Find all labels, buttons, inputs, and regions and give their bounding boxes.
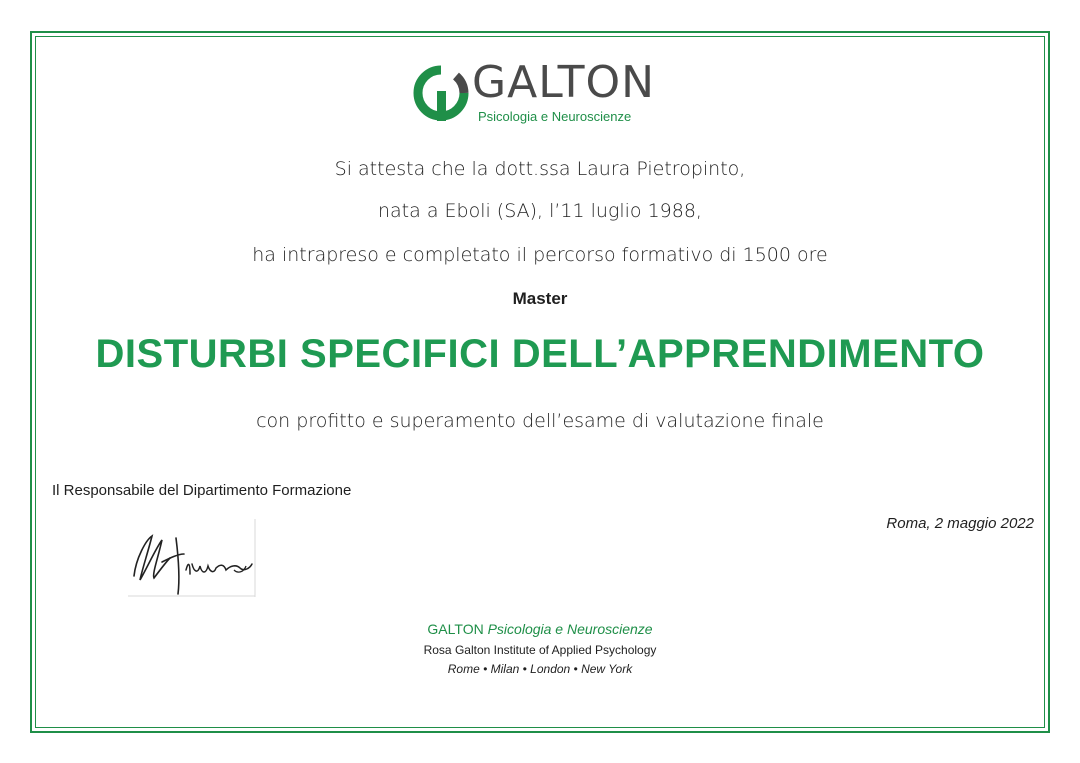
signatory-role: Il Responsabile del Dipartimento Formazione — [52, 482, 352, 499]
footer-org-tagline: Psicologia e Neuroscienze — [487, 621, 653, 637]
attestation-line-1: Si attesta che la dott.ssa Laura Pietropinto, — [334, 158, 746, 180]
galton-logo — [412, 57, 672, 126]
footer-org-name: GALTON — [427, 621, 484, 637]
logo-tagline: Psicologia e Neuroscienze — [478, 109, 632, 124]
logo-wordmark: GALTON — [472, 57, 656, 108]
footer-institute: Rosa Galton Institute of Applied Psychology — [423, 643, 657, 657]
galton-logo-mark — [412, 64, 470, 122]
footer-organization — [0, 621, 1080, 637]
course-title: DISTURBI SPECIFICI DELL’APPRENDIMENTO — [95, 332, 985, 376]
footer-cities: Rome • Milan • London • New York — [447, 662, 633, 676]
handwritten-signature — [126, 518, 256, 598]
program-type: Master — [512, 289, 568, 308]
place-and-date: Roma, 2 maggio 2022 — [886, 515, 1034, 532]
attestation-line-2: nata a Eboli (SA), l’11 luglio 1988, — [378, 200, 702, 222]
attestation-line-4: con profitto e superamento dell’esame di valutazione finale — [256, 410, 824, 432]
attestation-line-3: ha intrapreso e completato il percorso formativo di 1500 ore — [252, 244, 828, 266]
